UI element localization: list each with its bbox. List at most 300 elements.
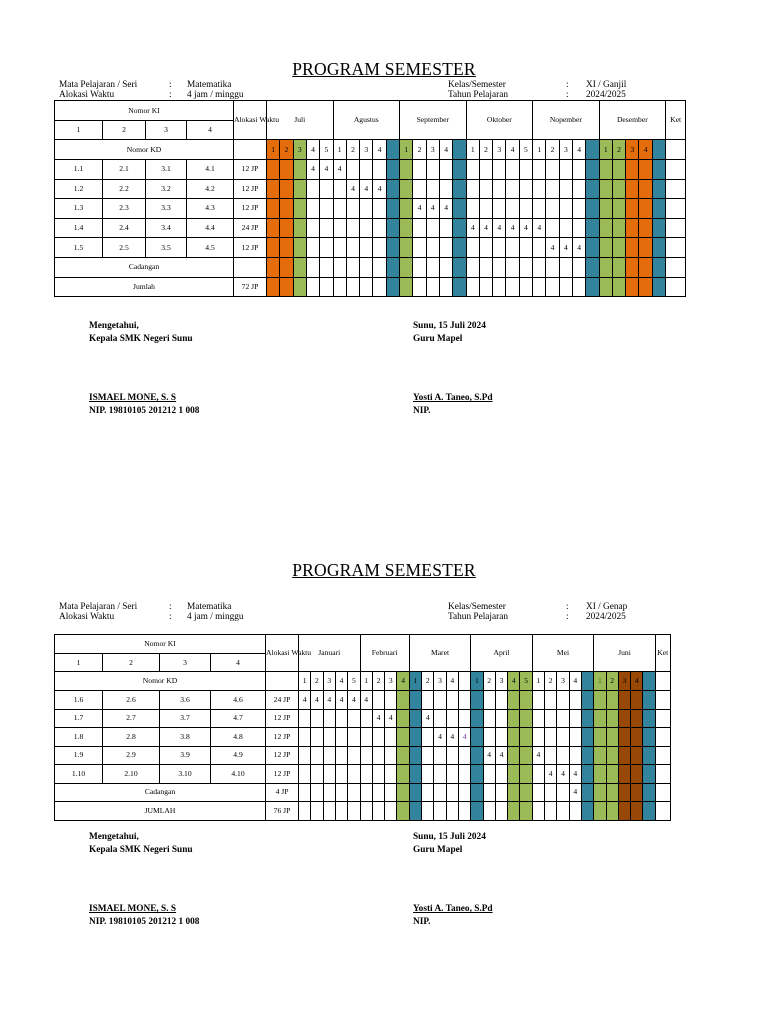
week-cell: 4	[483, 746, 495, 765]
program-semester-genap	[0, 559, 768, 927]
week-cell	[594, 728, 606, 747]
week-number: 2	[413, 140, 426, 160]
week-cell	[360, 199, 373, 219]
week-cell	[586, 257, 599, 277]
week-cell	[397, 691, 409, 710]
week-cell: 4	[373, 179, 386, 199]
alokasi-value: 4 jam / minggu	[187, 90, 244, 100]
week-cell	[458, 765, 470, 784]
week-number	[586, 140, 599, 160]
table-row	[55, 179, 686, 199]
week-number: 4	[397, 672, 409, 691]
week-cell	[631, 802, 643, 821]
week-cell	[426, 238, 439, 258]
week-cell	[360, 277, 373, 297]
month-header: April	[471, 635, 532, 672]
week-cell	[446, 709, 458, 728]
week-number: 2	[346, 140, 359, 160]
week-cell	[267, 277, 280, 297]
week-cell	[631, 783, 643, 802]
week-cell	[280, 277, 293, 297]
week-cell	[639, 277, 652, 297]
week-cell	[320, 257, 333, 277]
table-row	[55, 101, 686, 121]
week-cell	[446, 802, 458, 821]
week-cell	[626, 277, 639, 297]
tahun-value: 2024/2025	[586, 612, 626, 622]
week-cell: 4	[446, 728, 458, 747]
week-cell	[546, 160, 559, 180]
week-cell	[643, 709, 655, 728]
week-cell	[426, 218, 439, 238]
week-cell	[335, 802, 347, 821]
week-cell	[346, 199, 359, 219]
week-number: 1	[409, 672, 421, 691]
week-cell: 4	[569, 765, 581, 784]
week-number: 2	[422, 672, 434, 691]
week-cell	[333, 238, 346, 258]
week-cell	[466, 238, 479, 258]
week-cell: 4	[360, 179, 373, 199]
week-cell	[618, 746, 630, 765]
week-cell	[360, 709, 372, 728]
week-cell	[594, 802, 606, 821]
week-cell	[618, 802, 630, 821]
week-cell	[333, 218, 346, 238]
week-cell	[612, 277, 625, 297]
week-number: 2	[546, 140, 559, 160]
week-cell	[323, 783, 335, 802]
kd-number: 1.6	[55, 691, 103, 710]
week-number: 3	[495, 672, 507, 691]
week-cell	[409, 728, 421, 747]
week-cell	[545, 691, 557, 710]
alokasi-jp: 12 JP	[234, 199, 267, 219]
week-cell: 4	[533, 218, 546, 238]
week-cell	[493, 179, 506, 199]
kd-number: 1.9	[55, 746, 103, 765]
week-cell: 4	[519, 218, 532, 238]
week-cell	[299, 709, 311, 728]
cadangan-jp: 4 JP	[266, 783, 299, 802]
week-cell	[586, 218, 599, 238]
week-cell	[466, 179, 479, 199]
week-cell	[479, 179, 492, 199]
week-cell	[572, 179, 585, 199]
week-cell	[626, 160, 639, 180]
header-nomor-ki: Nomor KI	[55, 635, 266, 654]
week-cell	[422, 691, 434, 710]
alokasi-key: Alokasi Waktu	[59, 612, 115, 622]
kd-number: 2.1	[103, 160, 146, 180]
week-number: 1	[471, 672, 483, 691]
signer-nip: NIP.	[413, 916, 431, 927]
week-cell	[546, 257, 559, 277]
week-cell	[434, 765, 446, 784]
week-cell	[569, 728, 581, 747]
week-cell	[643, 728, 655, 747]
week-cell: 4	[323, 691, 335, 710]
week-cell	[446, 765, 458, 784]
week-cell	[422, 728, 434, 747]
week-cell	[373, 277, 386, 297]
week-cell	[506, 257, 519, 277]
week-cell: 4	[439, 199, 452, 219]
table-cell	[666, 179, 686, 199]
week-cell	[606, 765, 618, 784]
month-header: Juli	[267, 101, 334, 140]
week-cell	[385, 728, 397, 747]
week-cell	[360, 783, 372, 802]
week-cell	[400, 277, 413, 297]
alokasi-key: Alokasi Waktu	[59, 90, 115, 100]
week-cell	[323, 802, 335, 821]
week-number: 1	[360, 672, 372, 691]
week-cell	[594, 709, 606, 728]
week-cell	[400, 179, 413, 199]
week-cell	[333, 179, 346, 199]
week-cell	[439, 179, 452, 199]
week-cell	[471, 765, 483, 784]
week-cell: 4	[333, 160, 346, 180]
alokasi-jp: 12 JP	[266, 765, 299, 784]
week-cell	[333, 199, 346, 219]
week-number: 1	[594, 672, 606, 691]
week-cell	[453, 199, 466, 219]
week-cell	[458, 802, 470, 821]
week-cell: 4	[506, 218, 519, 238]
month-header: Januari	[299, 635, 361, 672]
week-cell	[299, 728, 311, 747]
week-cell	[409, 802, 421, 821]
week-cell	[471, 746, 483, 765]
signature-left: Mengetahui, Kepala SMK Negeri Sunu ISMAEL MONE, S. S NIP. 19810105 201212 1 008	[89, 321, 200, 416]
alokasi-jp: 12 JP	[266, 746, 299, 765]
week-number: 3	[559, 140, 572, 160]
week-cell	[493, 257, 506, 277]
week-cell	[458, 709, 470, 728]
table-row	[55, 728, 671, 747]
week-cell	[471, 802, 483, 821]
week-cell	[572, 218, 585, 238]
kd-number: 3.1	[146, 160, 187, 180]
week-cell	[495, 765, 507, 784]
week-number: 2	[545, 672, 557, 691]
week-cell	[626, 238, 639, 258]
info-right: Kelas/Semester : XI / Genap Tahun Pelajaran : 2024/2025	[448, 602, 628, 622]
week-cell	[479, 257, 492, 277]
schedule-table-ganjil	[54, 100, 686, 297]
week-cell	[413, 277, 426, 297]
week-cell	[453, 257, 466, 277]
week-cell	[360, 746, 372, 765]
signature-right: Sunu, 15 Juli 2024 Guru Mapel Yosti A. Taneo, S.Pd NIP.	[413, 321, 493, 416]
kd-number: 3.4	[146, 218, 187, 238]
kd-number: 4.6	[211, 691, 266, 710]
kelas-key: Kelas/Semester	[448, 602, 506, 612]
jumlah-jp: 76 JP	[266, 802, 299, 821]
week-cell	[606, 728, 618, 747]
week-cell: 4	[360, 691, 372, 710]
table-cell	[655, 691, 670, 710]
kd-number: 1.4	[55, 218, 103, 238]
week-cell	[520, 802, 532, 821]
week-cell: 4	[372, 709, 384, 728]
week-cell	[493, 238, 506, 258]
week-number: 1	[333, 140, 346, 160]
week-cell	[299, 746, 311, 765]
week-number: 1	[299, 672, 311, 691]
week-cell	[373, 199, 386, 219]
week-cell	[586, 277, 599, 297]
week-cell: 4	[466, 218, 479, 238]
week-cell	[348, 783, 360, 802]
week-number: 2	[612, 140, 625, 160]
week-number	[581, 672, 593, 691]
week-cell	[453, 218, 466, 238]
week-cell: 4	[311, 691, 323, 710]
table-cell	[666, 238, 686, 258]
week-cell	[267, 160, 280, 180]
week-number: 4	[639, 140, 652, 160]
table-row	[55, 635, 671, 654]
week-cell	[545, 709, 557, 728]
table-cell	[666, 160, 686, 180]
week-cell: 4	[546, 238, 559, 258]
week-cell	[385, 765, 397, 784]
week-cell	[311, 765, 323, 784]
kd-number: 1.7	[55, 709, 103, 728]
header-nomor-ki: Nomor KI	[55, 101, 234, 121]
week-cell	[483, 691, 495, 710]
week-cell	[652, 277, 665, 297]
week-number: 4	[335, 672, 347, 691]
week-cell	[533, 199, 546, 219]
ki-number: 3	[146, 121, 187, 140]
week-cell	[471, 783, 483, 802]
week-cell	[397, 765, 409, 784]
week-cell	[626, 179, 639, 199]
header-ket: Ket	[655, 635, 670, 672]
week-cell	[434, 709, 446, 728]
week-cell	[426, 277, 439, 297]
week-cell	[346, 277, 359, 297]
kd-number: 4.9	[211, 746, 266, 765]
week-number	[458, 672, 470, 691]
week-cell	[508, 765, 520, 784]
week-cell	[372, 746, 384, 765]
week-cell	[335, 746, 347, 765]
week-cell	[373, 160, 386, 180]
week-cell: 4	[532, 746, 544, 765]
cadangan-jp	[234, 257, 267, 277]
info-left: Mata Pelajaran / Seri : Matematika Alokasi Waktu : 4 jam / minggu	[59, 602, 244, 622]
week-cell	[532, 709, 544, 728]
week-cell	[333, 257, 346, 277]
week-cell	[385, 802, 397, 821]
ki-number: 4	[211, 654, 266, 672]
table-row	[55, 783, 671, 802]
week-number: 5	[519, 140, 532, 160]
kd-number: 4.7	[211, 709, 266, 728]
week-cell	[599, 218, 612, 238]
week-cell	[360, 765, 372, 784]
week-cell	[311, 783, 323, 802]
week-cell	[426, 179, 439, 199]
week-number	[643, 672, 655, 691]
week-cell	[508, 691, 520, 710]
kd-number: 2.8	[103, 728, 160, 747]
week-cell	[348, 709, 360, 728]
month-header: Desember	[599, 101, 665, 140]
week-cell	[346, 238, 359, 258]
week-cell	[506, 179, 519, 199]
week-cell	[572, 199, 585, 219]
week-number: 3	[385, 672, 397, 691]
week-cell	[311, 728, 323, 747]
week-cell	[612, 238, 625, 258]
week-cell	[360, 802, 372, 821]
week-cell	[606, 746, 618, 765]
week-cell	[599, 160, 612, 180]
week-cell	[372, 783, 384, 802]
week-cell	[495, 802, 507, 821]
week-cell	[557, 709, 569, 728]
week-cell	[506, 238, 519, 258]
week-cell	[413, 218, 426, 238]
week-cell	[618, 691, 630, 710]
week-number: 2	[311, 672, 323, 691]
alokasi-value: 4 jam / minggu	[187, 612, 244, 622]
week-cell	[293, 257, 306, 277]
kd-number: 2.2	[103, 179, 146, 199]
table-cell	[655, 672, 670, 691]
table-cell	[655, 709, 670, 728]
week-cell	[373, 238, 386, 258]
week-cell	[631, 728, 643, 747]
week-cell	[586, 199, 599, 219]
week-cell	[545, 802, 557, 821]
week-cell	[572, 257, 585, 277]
week-cell	[533, 160, 546, 180]
week-cell	[618, 765, 630, 784]
week-cell	[466, 277, 479, 297]
week-cell	[306, 179, 319, 199]
mapel-key: Mata Pelajaran / Seri	[59, 80, 138, 90]
week-cell	[413, 257, 426, 277]
week-cell	[612, 199, 625, 219]
week-cell	[439, 218, 452, 238]
week-cell	[532, 728, 544, 747]
week-cell	[532, 783, 544, 802]
kd-number: 4.2	[187, 179, 234, 199]
week-cell	[422, 746, 434, 765]
week-number: 2	[483, 672, 495, 691]
week-cell	[520, 691, 532, 710]
week-cell	[559, 179, 572, 199]
header-alokasi-waktu: Alokasi Waktu	[234, 101, 267, 140]
week-cell	[323, 728, 335, 747]
tahun-value: 2024/2025	[586, 90, 626, 100]
week-number: 1	[267, 140, 280, 160]
week-cell	[311, 709, 323, 728]
week-cell: 4	[413, 199, 426, 219]
jumlah-label: JUMLAH	[55, 802, 266, 821]
week-cell	[483, 802, 495, 821]
week-cell	[612, 179, 625, 199]
kelas-value: XI / Genap	[586, 602, 628, 612]
week-cell	[520, 765, 532, 784]
table-cell	[666, 257, 686, 277]
week-cell	[519, 238, 532, 258]
week-cell	[306, 199, 319, 219]
week-cell	[323, 709, 335, 728]
week-cell	[311, 746, 323, 765]
kd-number: 1.2	[55, 179, 103, 199]
week-cell	[346, 160, 359, 180]
week-cell	[299, 765, 311, 784]
week-cell	[434, 746, 446, 765]
jumlah-jp: 72 JP	[234, 277, 267, 297]
week-cell	[599, 179, 612, 199]
week-cell	[453, 160, 466, 180]
week-cell	[479, 199, 492, 219]
week-cell	[479, 277, 492, 297]
week-cell	[320, 238, 333, 258]
week-cell	[631, 746, 643, 765]
week-cell: 4	[306, 160, 319, 180]
kd-number: 2.6	[103, 691, 160, 710]
week-cell	[400, 160, 413, 180]
week-cell	[267, 257, 280, 277]
info-right: Kelas/Semester : XI / Ganjil Tahun Pelajaran : 2024/2025	[448, 80, 627, 100]
week-cell	[267, 238, 280, 258]
kd-number: 4.4	[187, 218, 234, 238]
table-row	[55, 709, 671, 728]
week-cell	[643, 783, 655, 802]
week-cell: 4	[557, 765, 569, 784]
week-cell: 4	[346, 179, 359, 199]
week-cell	[581, 765, 593, 784]
week-cell	[557, 746, 569, 765]
week-number: 1	[532, 672, 544, 691]
week-cell	[495, 709, 507, 728]
week-cell	[643, 765, 655, 784]
week-cell: 4	[495, 746, 507, 765]
week-cell	[386, 179, 399, 199]
signer-name: ISMAEL MONE, S. S	[89, 393, 177, 403]
week-cell	[612, 218, 625, 238]
week-cell	[409, 746, 421, 765]
week-cell	[626, 218, 639, 238]
week-cell: 4	[320, 160, 333, 180]
week-cell	[546, 218, 559, 238]
week-cell	[320, 218, 333, 238]
week-cell	[360, 160, 373, 180]
month-header: September	[400, 101, 467, 140]
week-cell	[293, 218, 306, 238]
mapel-value: Matematika	[187, 602, 232, 612]
week-number: 1	[533, 140, 546, 160]
schedule-table-genap	[54, 634, 671, 821]
week-cell	[532, 691, 544, 710]
table-cell	[655, 728, 670, 747]
week-cell	[280, 160, 293, 180]
week-cell	[385, 783, 397, 802]
week-cell	[652, 218, 665, 238]
week-cell	[360, 218, 373, 238]
kd-number: 2.7	[103, 709, 160, 728]
